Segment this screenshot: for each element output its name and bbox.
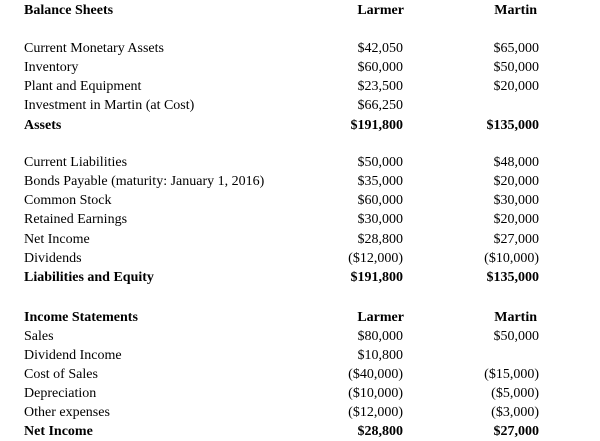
table-row xyxy=(0,230,600,249)
martin-value: $48,000 xyxy=(493,155,539,170)
larmer-value: ($12,000) xyxy=(348,405,403,420)
larmer-value: $60,000 xyxy=(357,60,403,75)
row-label: Cost of Sales xyxy=(24,367,98,382)
martin-value: $27,000 xyxy=(493,424,539,439)
martin-column-header: Martin xyxy=(494,3,537,18)
larmer-value: $10,800 xyxy=(357,348,403,363)
row-label: Dividend Income xyxy=(24,348,122,363)
martin-value: $50,000 xyxy=(493,329,539,344)
larmer-value: $23,500 xyxy=(357,79,403,94)
table-row xyxy=(0,191,600,210)
larmer-value: $191,800 xyxy=(350,270,403,285)
larmer-value: $60,000 xyxy=(357,193,403,208)
table-row xyxy=(0,403,600,422)
table-row xyxy=(0,58,600,77)
martin-value: $135,000 xyxy=(486,118,539,133)
balance-sheet-header xyxy=(0,1,600,20)
larmer-value: ($40,000) xyxy=(348,367,403,382)
larmer-value: $80,000 xyxy=(357,329,403,344)
row-label: Investment in Martin (at Cost) xyxy=(24,98,195,113)
larmer-column-header: Larmer xyxy=(357,3,404,18)
row-label: Net Income xyxy=(24,232,90,247)
martin-value: ($3,000) xyxy=(491,405,539,420)
table-row xyxy=(0,384,600,403)
table-row xyxy=(0,153,600,172)
table-row xyxy=(0,96,600,115)
table-row xyxy=(0,365,600,384)
martin-column-header: Martin xyxy=(494,310,537,325)
row-label: Inventory xyxy=(24,60,79,75)
net-income-total-row xyxy=(0,422,600,441)
larmer-value: $50,000 xyxy=(357,155,403,170)
larmer-value: $30,000 xyxy=(357,212,403,227)
row-label: Sales xyxy=(24,329,54,344)
martin-value: $20,000 xyxy=(493,174,539,189)
income-statement-header xyxy=(0,308,600,327)
row-label: Retained Earnings xyxy=(24,212,128,227)
table-row xyxy=(0,210,600,229)
table-row xyxy=(0,327,600,346)
martin-value: $65,000 xyxy=(493,41,539,56)
table-row xyxy=(0,249,600,268)
larmer-value: $191,800 xyxy=(350,118,403,133)
row-label: Net Income xyxy=(24,424,93,439)
martin-value: $135,000 xyxy=(486,270,539,285)
income-statement-title: Income Statements xyxy=(24,310,138,325)
row-label: Liabilities and Equity xyxy=(24,270,154,285)
row-label: Bonds Payable (maturity: January 1, 2016) xyxy=(24,174,265,189)
liabilities-equity-total-row xyxy=(0,268,600,287)
table-row xyxy=(0,346,600,365)
row-label: Depreciation xyxy=(24,386,97,401)
table-row xyxy=(0,172,600,191)
martin-value: ($10,000) xyxy=(484,251,539,266)
table-row xyxy=(0,39,600,58)
row-label: Plant and Equipment xyxy=(24,79,142,94)
balance-sheet-title: Balance Sheets xyxy=(24,3,114,18)
martin-value: $50,000 xyxy=(493,60,539,75)
row-label: Common Stock xyxy=(24,193,112,208)
row-label: Dividends xyxy=(24,251,82,266)
larmer-value: ($12,000) xyxy=(348,251,403,266)
assets-total-row xyxy=(0,116,600,135)
row-label: Current Monetary Assets xyxy=(24,41,164,56)
row-label: Other expenses xyxy=(24,405,110,420)
larmer-column-header: Larmer xyxy=(357,310,404,325)
martin-value: $30,000 xyxy=(493,193,539,208)
larmer-value: ($10,000) xyxy=(348,386,403,401)
larmer-value: $28,800 xyxy=(357,232,403,247)
larmer-value: $35,000 xyxy=(357,174,403,189)
martin-value: $27,000 xyxy=(493,232,539,247)
row-label: Assets xyxy=(24,118,62,133)
table-row xyxy=(0,77,600,96)
larmer-value: $42,050 xyxy=(357,41,403,56)
larmer-value: $28,800 xyxy=(357,424,403,439)
larmer-value: $66,250 xyxy=(357,98,403,113)
martin-value: ($5,000) xyxy=(491,386,539,401)
martin-value: $20,000 xyxy=(493,212,539,227)
row-label: Current Liabilities xyxy=(24,155,128,170)
martin-value: ($15,000) xyxy=(484,367,539,382)
martin-value: $20,000 xyxy=(493,79,539,94)
